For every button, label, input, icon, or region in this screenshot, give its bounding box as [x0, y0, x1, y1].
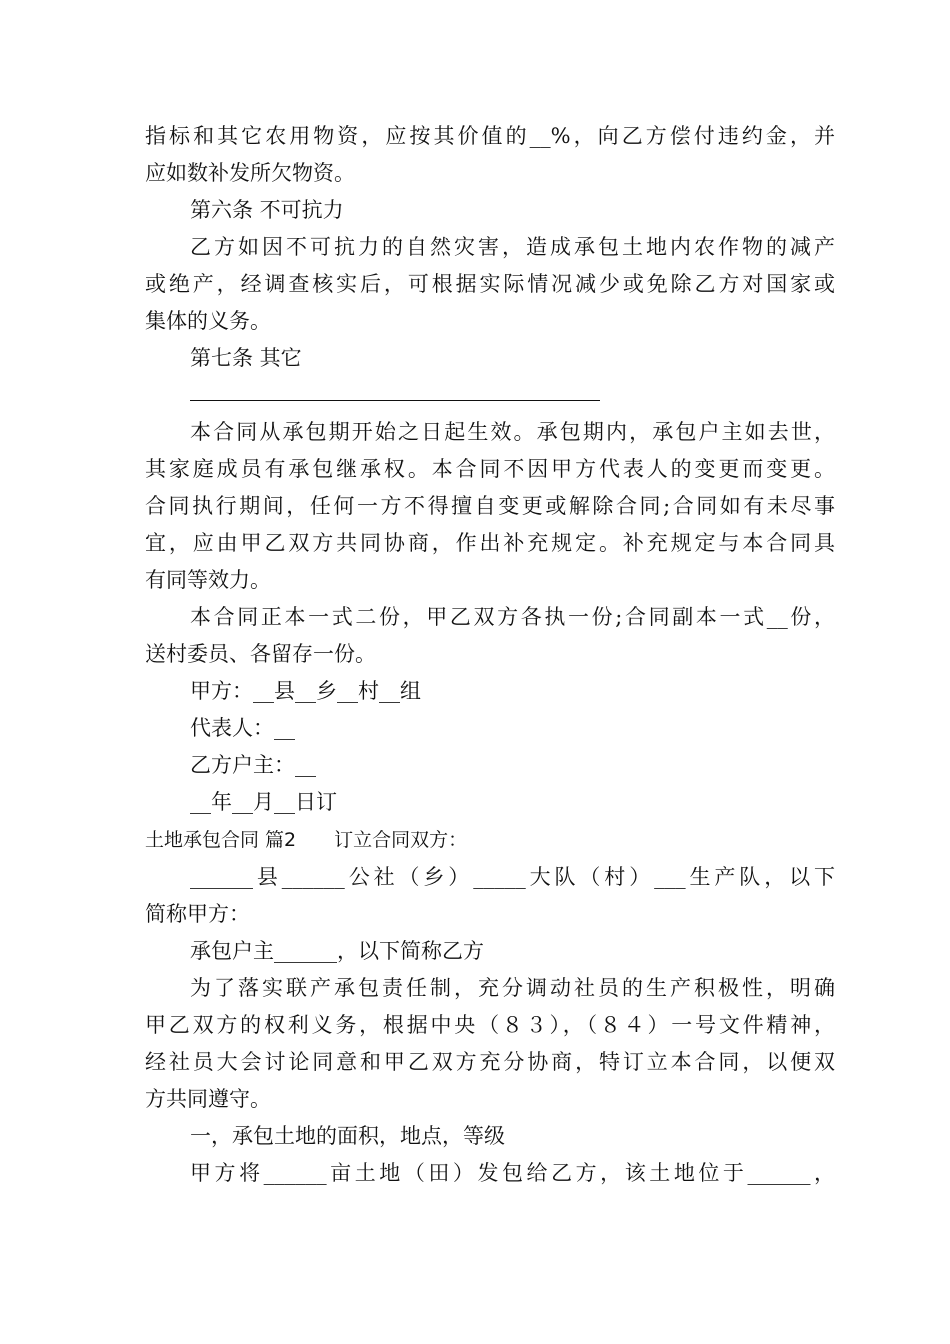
text-line: 承包户主______，以下简称乙方 [190, 939, 484, 963]
text-line: 其家庭成员有承包继承权。本合同不因甲方代表人的变更而变更。 [145, 457, 835, 481]
text-line: 宜，应由甲乙双方共同协商，作出补充规定。补充规定与本合同具 [145, 531, 835, 555]
section-title: 土地承包合同 篇2 订立合同双方： [145, 829, 468, 851]
article-heading: 第七条 其它 [190, 346, 302, 370]
text-line: 简称甲方： [145, 902, 250, 926]
text-line: 合同执行期间，任何一方不得擅自变更或解除合同;合同如有未尽事 [145, 494, 835, 518]
text-line: 甲方将______亩土地（田）发包给乙方，该土地位于______， [190, 1161, 835, 1185]
text-line: 集体的义务。 [145, 309, 271, 333]
text-line: 为了落实联产承包责任制，充分调动社员的生产积极性，明确 [190, 976, 835, 1000]
text-line: 指标和其它农用物资，应按其价值的__%，向乙方偿付违约金，并 [145, 124, 835, 148]
text-line: 或绝产，经调查核实后，可根据实际情况减少或免除乙方对国家或 [145, 272, 835, 296]
text-line: 本合同从承包期开始之日起生效。承包期内，承包户主如去世， [190, 420, 835, 444]
text-line: 甲乙双方的权利义务，根据中央（８３），（８４）一号文件精神， [145, 1013, 835, 1037]
text-line: 本合同正本一式二份，甲乙双方各执一份;合同副本一式__份， [190, 605, 835, 629]
article-heading: 第六条 不可抗力 [190, 198, 344, 222]
signature-party-b: 乙方户主：__ [190, 753, 316, 777]
text-line: 有同等效力。 [145, 568, 271, 592]
clause-heading: 一，承包土地的面积，地点，等级 [190, 1124, 505, 1148]
text-line: 应如数补发所欠物资。 [145, 161, 355, 185]
blank-line-rule [190, 400, 600, 401]
signature-date: __年__月__日订 [190, 790, 337, 814]
signature-representative: 代表人：__ [190, 716, 295, 740]
text-line: 送村委员、各留存一份。 [145, 642, 376, 666]
text-line: ______县______公社（乡）_____大队（村）___生产队，以下 [190, 865, 835, 889]
text-line: 方共同遵守。 [145, 1087, 271, 1111]
signature-party-a: 甲方：__县__乡__村__组 [190, 679, 421, 703]
text-line: 乙方如因不可抗力的自然灾害，造成承包土地内农作物的减产 [190, 235, 835, 259]
text-line: 经社员大会讨论同意和甲乙双方充分协商，特订立本合同，以便双 [145, 1050, 835, 1074]
